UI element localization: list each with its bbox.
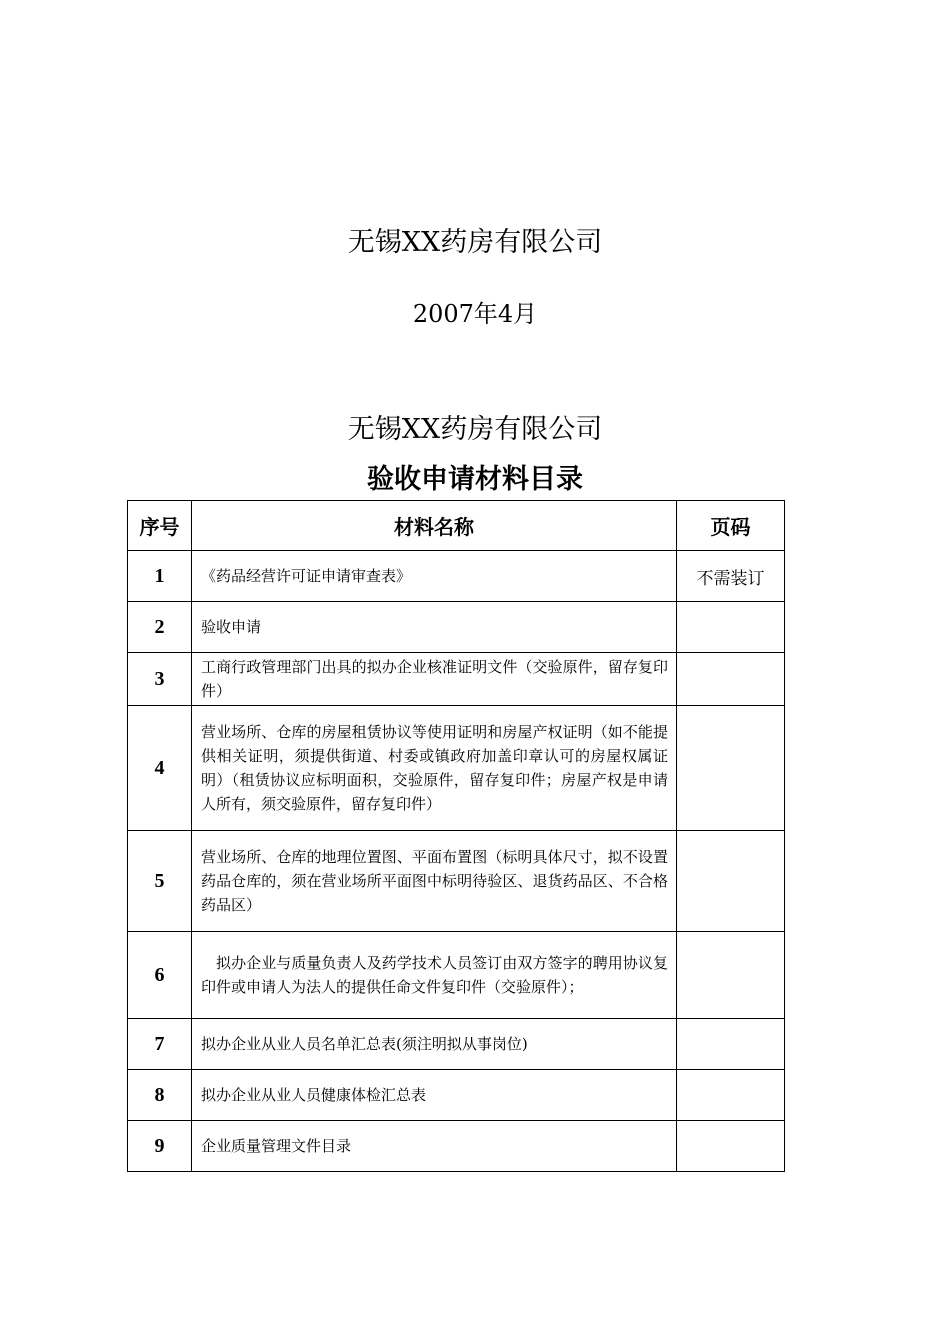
- row-number: 3: [128, 653, 192, 706]
- page-number: [677, 706, 785, 831]
- header-name: 材料名称: [192, 501, 677, 551]
- material-name: 拟办企业从业人员健康体检汇总表: [192, 1070, 677, 1121]
- cover-date: 2007年4月: [412, 300, 538, 328]
- material-name: 营业场所、仓库的房屋租赁协议等使用证明和房屋产权证明（如不能提供相关证明，须提供街道、村委或镇政府加盖印章认可的房屋权属证明）（租赁协议应标明面积，交验原件，留存复印件；房屋产权是申请人所有，须交验原件，留存复印件）: [192, 706, 677, 831]
- table-row: [128, 706, 785, 831]
- material-name: 营业场所、仓库的地理位置图、平面布置图（标明具体尺寸，拟不设置药品仓库的，须在营业场所平面图中标明待验区、退货药品区、不合格药品区）: [192, 831, 677, 932]
- table-row: [128, 551, 785, 602]
- catalog-table: [127, 500, 785, 1172]
- row-number: 4: [128, 706, 192, 831]
- header-no: 序号: [128, 501, 192, 551]
- catalog-title: 验收申请材料目录: [367, 464, 583, 495]
- row-number: 5: [128, 831, 192, 932]
- row-number: 9: [128, 1121, 192, 1172]
- page-number: 不需装订: [677, 551, 785, 602]
- header-page: 页码: [677, 501, 785, 551]
- row-number: 8: [128, 1070, 192, 1121]
- page-number: [677, 1121, 785, 1172]
- material-name: 工商行政管理部门出具的拟办企业核准证明文件（交验原件，留存复印件）: [192, 653, 677, 706]
- page-number: [677, 1070, 785, 1121]
- table-row: [128, 602, 785, 653]
- page-number: [677, 1019, 785, 1070]
- material-name: 拟办企业与质量负责人及药学技术人员签订由双方签字的聘用协议复印件或申请人为法人的提供任命文件复印件（交验原件）；: [192, 932, 677, 1019]
- table-row: [128, 1019, 785, 1070]
- cover-company-name: 无锡XX药房有限公司: [347, 227, 603, 258]
- material-name: 企业质量管理文件目录: [192, 1121, 677, 1172]
- row-number: 6: [128, 932, 192, 1019]
- page-number: [677, 653, 785, 706]
- page-number: [677, 831, 785, 932]
- row-number: 1: [128, 551, 192, 602]
- table-row: [128, 932, 785, 1019]
- table-header-row: [128, 501, 785, 551]
- page-number: [677, 602, 785, 653]
- table-row: [128, 831, 785, 932]
- table-row: [128, 1070, 785, 1121]
- table-row: [128, 653, 785, 706]
- row-number: 2: [128, 602, 192, 653]
- page-number: [677, 932, 785, 1019]
- material-name: 验收申请: [192, 602, 677, 653]
- table-row: [128, 1121, 785, 1172]
- row-number: 7: [128, 1019, 192, 1070]
- material-name: 《药品经营许可证申请审查表》: [192, 551, 677, 602]
- catalog-company-name: 无锡XX药房有限公司: [347, 414, 603, 445]
- material-name: 拟办企业从业人员名单汇总表(须注明拟从事岗位): [192, 1019, 677, 1070]
